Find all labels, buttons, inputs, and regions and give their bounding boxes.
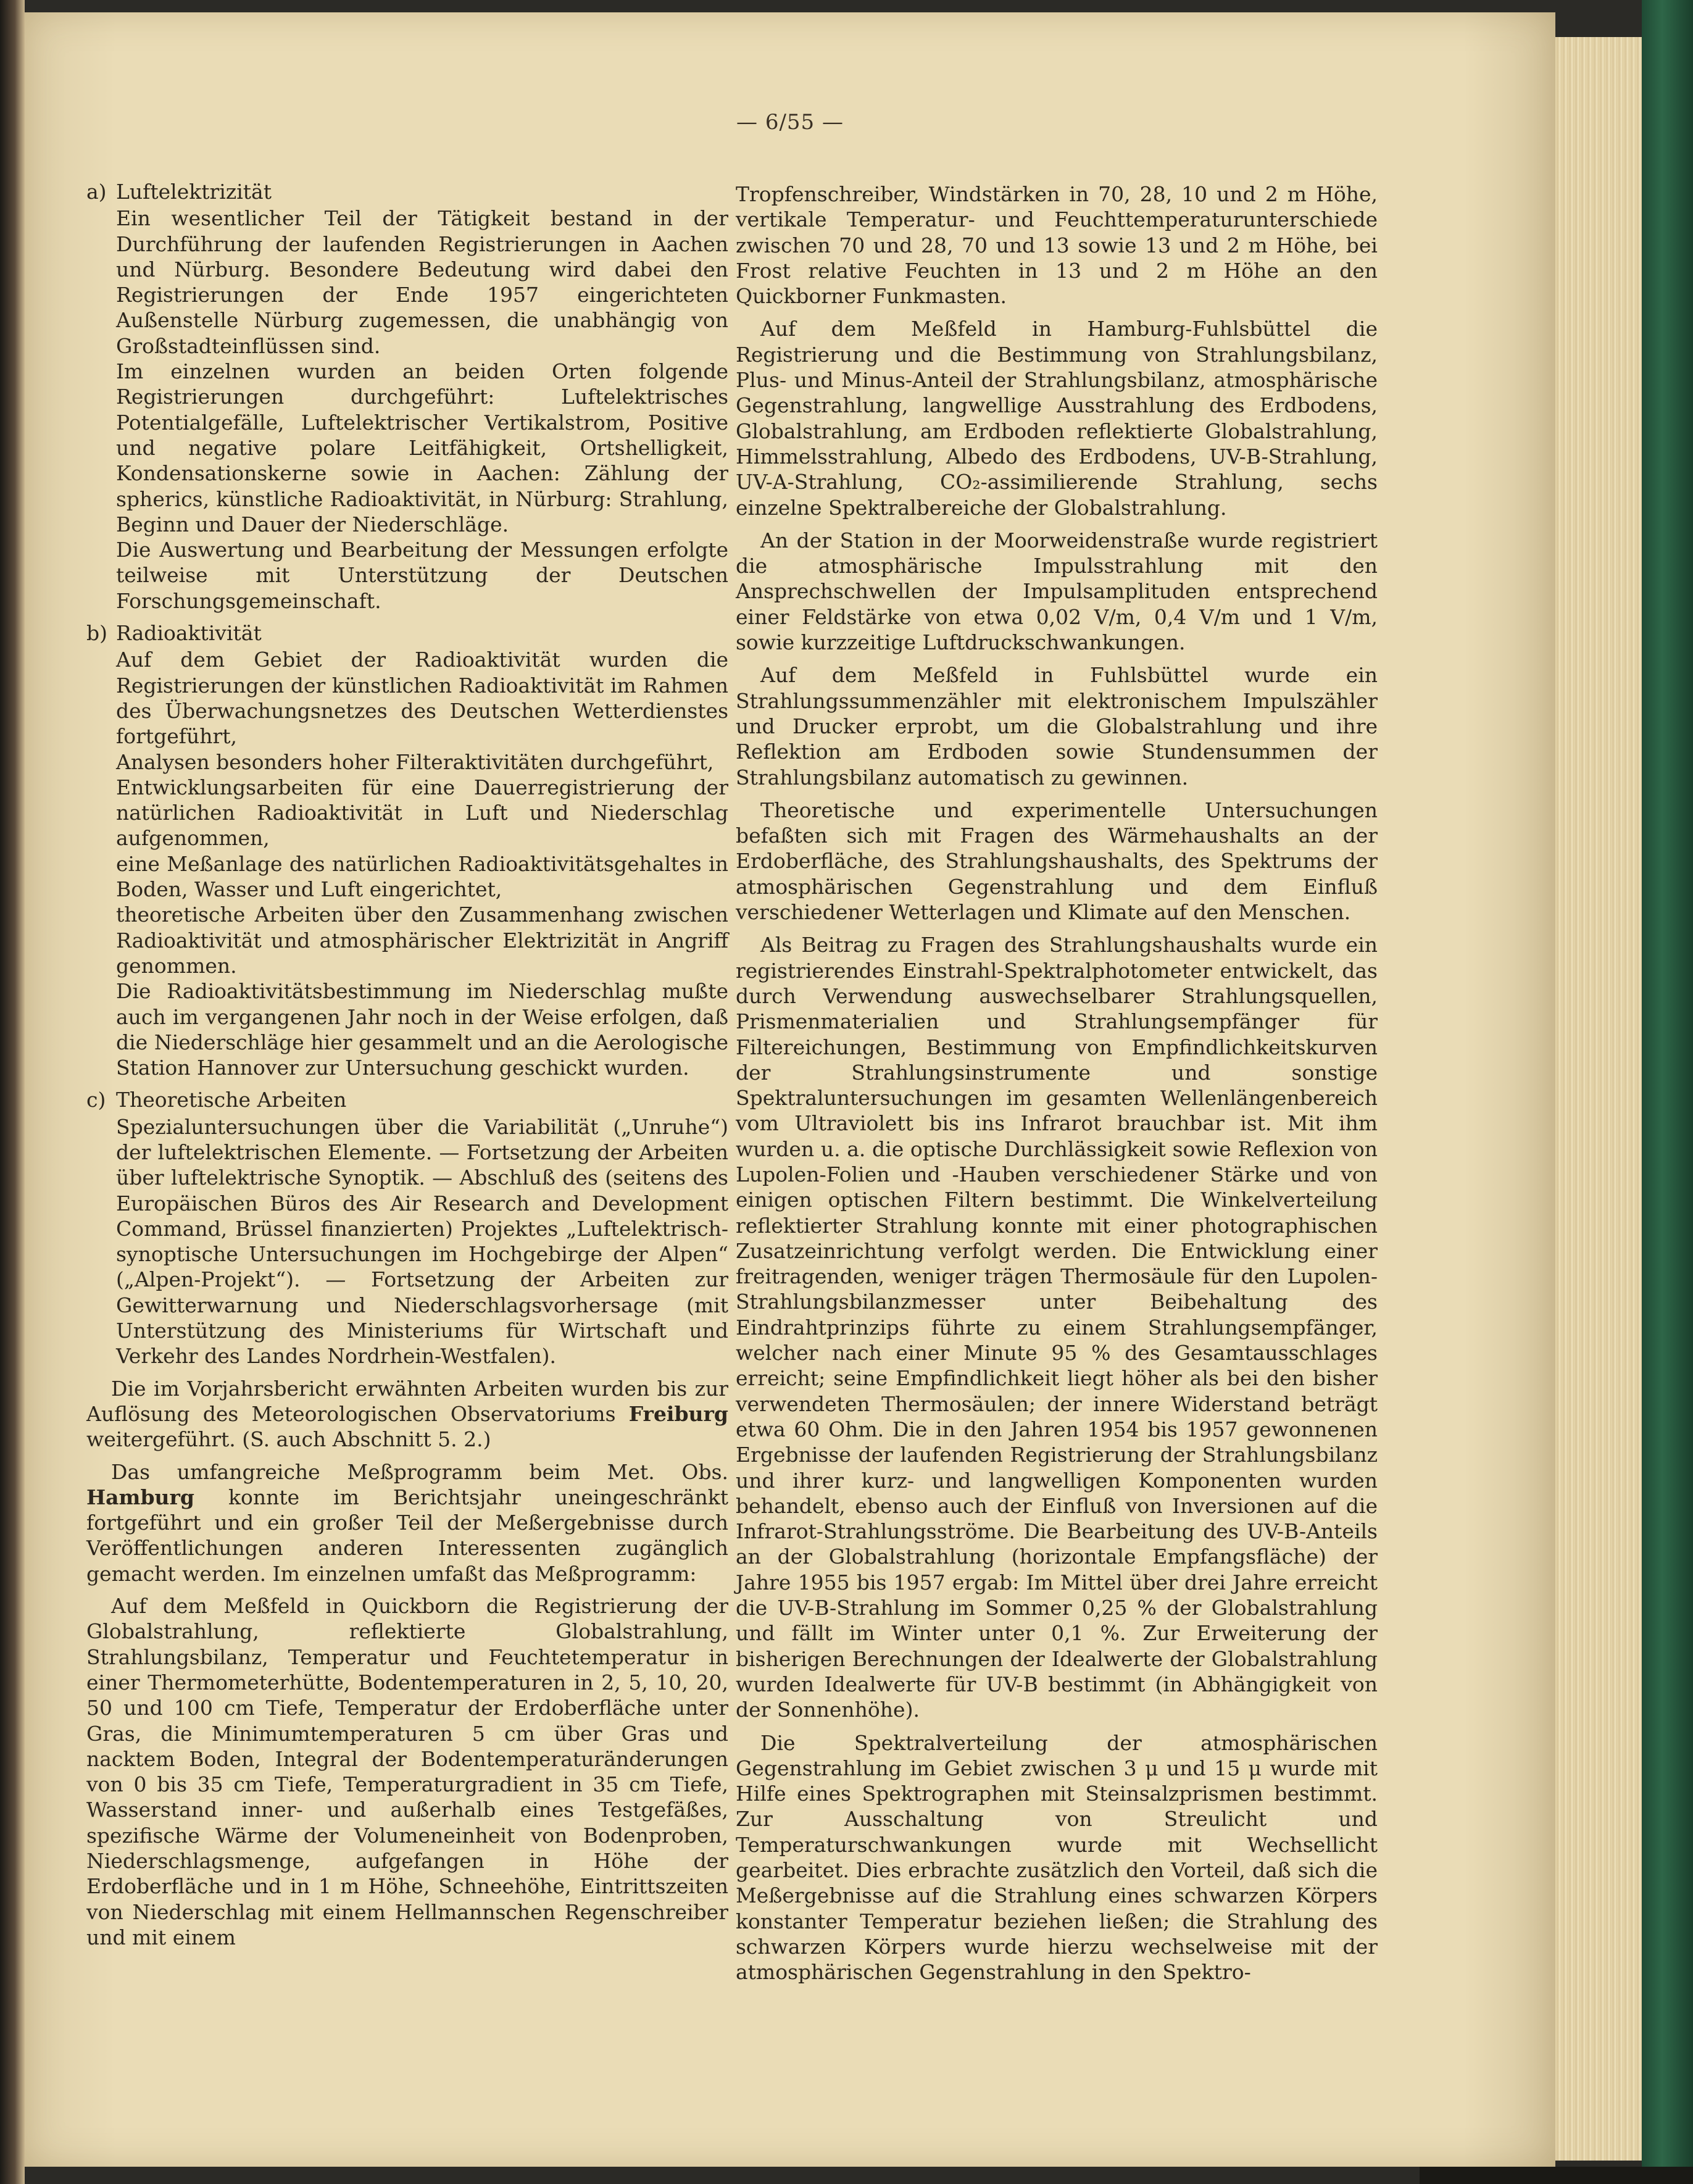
section-b-paragraph-2: Analysen besonders hoher Filteraktivitäten durchgeführt, — [116, 749, 714, 774]
section-b-paragraph-5: theoretische Arbeiten über den Zusammenhang zwischen Radioaktivität und atmosphärischer Elektrizität in Angriff genommen. — [116, 902, 728, 978]
section-a-heading — [86, 179, 728, 204]
hamburg-bold: Hamburg — [86, 1485, 195, 1509]
scan-shadow — [1420, 2167, 1693, 2184]
section-c-paragraph-1: Spezialuntersuchungen über die Variabilität („Unruhe“) der luftelektrischen Elemente. — Fortsetzung der Arbeiten über luftelektrische Synoptik. — Abschluß des (seitens des Europäischen Büros des Air Research and Development Command, Brüssel finanzierten) Projektes „Luftelektrisch-synoptische Untersuchungen im Hochgebirge der Alpen“ („Alpen-Projekt“). — Fortsetzung der Arbeiten zur Gewitterwarnung und Niederschlagsvorhersage (mit Unterstützung des Ministeriums für Wirtschaft und Verkehr des Landes Nordrhein-Westfalen). — [116, 1114, 728, 1369]
freiburg-bold: Freiburg — [628, 1401, 728, 1426]
section-a-paragraph-2: Im einzelnen wurden an beiden Orten folgende Registrierungen durchgeführt: Luftelektrisches Potentialgefälle, Luftelektrischer Vertikalstrom, Positive und negative polare Leitfähigkeit, Ortshelligkeit, Kondensationskerne sowie in Aachen: Zählung der spherics, künstliche Radioaktivität, in Nürburg: Strahlung, Beginn und Dauer der Niederschläge. — [116, 359, 728, 536]
page-number: — 6/55 — — [736, 110, 844, 135]
right-paragraph-4: Auf dem Meßfeld in Fuhlsbüttel wurde ein Strahlungssummenzähler mit elektronischem Impulszähler und Drucker erprobt, um die Globalstrahlung und ihre Reflektion am Erdboden sowie Stundensummen der Strahlungsbilanz automatisch zu gewinnen. — [736, 663, 1378, 790]
document-page — [25, 12, 1555, 2167]
quickborn-paragraph: Auf dem Meßfeld in Quickborn die Registrierung der Globalstrahlung, reflektierte Globalstrahlung, Strahlungsbilanz, Temperatur und Feuchtetemperatur in einer Thermometerhütte, Bodentemperaturen in 2, 5, 10, 20, 50 und 100 cm Tiefe, Temperatur der Erdoberfläche unter Gras, die Minimumtemperaturen 5 cm über Gras und nacktem Boden, Integral der Bodentemperaturänderungen von 0 bis 35 cm Tiefe, Temperaturgradient in 35 cm Tiefe, Wasserstand inner- und außerhalb eines Testgefäßes, spezifische Wärme der Volumeneinheit von Bodenproben, Niederschlagsmenge, aufgefangen in Höhe der Erdoberfläche und in 1 m Höhe, Schneehöhe, Eintrittszeiten von Niederschlag mit einem Hellmannschen Regenschreiber und mit einem — [86, 1594, 728, 1949]
section-c-marker: c) — [86, 1088, 106, 1112]
hamburg-paragraph: Das umfangreiche Meßprogramm beim Met. Obs. Hamburg konnte im Berichtsjahr uneingeschränkt fortgeführt und ein großer Teil der Meßergebnisse durch Veröffentlichungen anderen Interessenten zugänglich gemacht werden. Im einzelnen umfaßt das Meßprogramm: — [86, 1459, 728, 1586]
section-b-heading — [86, 620, 728, 646]
right-paragraph-1: Tropfenschreiber, Windstärken in 70, 28, 10 und 2 m Höhe, vertikale Temperatur- und Feuchttemperaturunterschiede zwischen 70 und 28, 70 und 13 sowie 13 und 2 m Höhe, bei Frost relative Feuchten in 13 und 2 m Höhe an den Quickborner Funkmasten. — [736, 182, 1378, 309]
section-b-paragraph-1: Auf dem Gebiet der Radioaktivität wurden die Registrierungen der künstlichen Radioaktivität im Rahmen des Überwachungsnetzes des Deutschen Wetterdienstes fortgeführt, — [116, 648, 728, 749]
section-a-paragraph-3: Die Auswertung und Bearbeitung der Messungen erfolgte teilweise mit Unterstützung der Deutschen Forschungsgemeinschaft. — [116, 538, 728, 613]
section-c-title: Theoretische Arbeiten — [116, 1088, 347, 1112]
right-paragraph-7: Die Spektralverteilung der atmosphärischen Gegenstrahlung im Gebiet zwischen 3 μ und 15 μ wurde mit Hilfe eines Spektrographen mit Steinsalzprismen bestimmt. Zur Ausschaltung von Streulicht und Temperaturschwankungen wurde mit Wechsellicht gearbeitet. Dies erbrachte zusätzlich den Vorteil, daß sich die Meßergebnisse auf die Strahlung eines schwarzen Körpers konstanter Temperatur beziehen ließen; die Strahlung des schwarzen Körpers wurde hierzu wechselweise mit der atmosphärischen Gegenstrahlung in den Spektro- — [736, 1730, 1378, 1985]
section-b-marker: b) — [86, 621, 107, 646]
section-a-title: Luftelektrizität — [116, 180, 272, 204]
right-column — [736, 181, 1378, 1992]
left-column — [86, 179, 728, 1957]
right-paragraph-5: Theoretische und experimentelle Untersuchungen befaßten sich mit Fragen des Wärmehaushalts an der Erdoberfläche, des Strahlungshaushalts, des Spektrums der atmosphärischen Gegenstrahlung und dem Einfluß verschiedener Wetterlagen und Klimate auf den Menschen. — [736, 798, 1378, 925]
freiburg-paragraph: Die im Vorjahrsbericht erwähnten Arbeiten wurden bis zur Auflösung des Meteorologischen Observatoriums Freiburg weitergeführt. (S. auch Abschnitt 5. 2.) — [86, 1376, 728, 1452]
right-paragraph-6: Als Beitrag zu Fragen des Strahlungshaushalts wurde ein registrierendes Einstrahl-Spektralphotometer entwickelt, das durch Verwendung auswechselbarer Strahlungsquellen, Prismenmaterialien und Strahlungsempfänger für Filtereichungen, Bestimmung von Empfindlichkeitskurven der Strahlungsinstrumente und sonstige Spektraluntersuchungen im gesamten Wellenlängenbereich vom Ultraviolett bis ins Infrarot brauchbar ist. Mit ihm wurden u. a. die optische Durchlässigkeit sowie Reflexion von Lupolen-Folien und -Hauben verschiedener Stärke und von einigen optischen Filtern bestimmt. Die Winkelverteilung reflektierter Strahlung konnte mit einer photographischen Zusatzeinrichtung verfolgt werden. Die Entwicklung einer freitragenden, weniger trägen Thermosäule für den Lupolen-Strahlungsbilanzmesser unter Beibehaltung des Eindrahtprinzips führte zu einem Strahlungsempfänger, welcher nach einer Minute 95 % des Gesamtausschlages erreicht; seine Empfindlichkeit liegt höher als bei den bisher verwendeten Thermosäulen; der innere Widerstand beträgt etwa 60 Ohm. Die in den Jahren 1954 bis 1957 gewonnenen Ergebnisse der laufenden Registrierung der Strahlungsbilanz und ihrer kurz- und langwelligen Komponenten wurden behandelt, ebenso auch der Einfluß von Inversionen auf die Infrarot-Strahlungsströme. Die Bearbeitung des UV-B-Anteils an der Globalstrahlung (horizontale Empfangsfläche) der Jahre 1955 bis 1957 ergab: Im Mittel über drei Jahre erreicht die UV-B-Strahlung im Sommer 0,25 % der Globalstrahlung und fällt im Winter unter 0,1 %. Zur Erweiterung der bisherigen Berechnungen der Idealwerte der Globalstrahlung wurden Idealwerte für UV-B bestimmt (in Abhängigkeit von der Sonnenhöhe). — [736, 933, 1378, 1722]
section-b-paragraph-3: Entwicklungsarbeiten für eine Dauerregistrierung der natürlichen Radioaktivität in Luft und Niederschlag aufgenommen, — [116, 775, 728, 851]
section-a-paragraph-1: Ein wesentlicher Teil der Tätigkeit bestand in der Durchführung der laufenden Registrierungen in Aachen und Nürburg. Besondere Bedeutung wird dabei den Registrierungen der Ende 1957 eingerichteten Außenstelle Nürburg zugemessen, die unabhängig von Großstadteinflüssen sind. — [116, 206, 728, 358]
section-b-paragraph-6: Die Radioaktivitätsbestimmung im Niederschlag mußte auch im vergangenen Jahr noch in der Weise erfolgen, daß die Niederschläge hier gesammelt und an die Aerologische Station Hannover zur Untersuchung geschickt wurden. — [116, 979, 728, 1080]
section-b-title: Radioaktivität — [116, 621, 262, 646]
book-binding-left — [0, 0, 25, 2184]
right-paragraph-3: An der Station in der Moorweidenstraße wurde registriert die atmosphärische Impulsstrahlung mit den Ansprechschwellen der Impulsamplituden entsprechend einer Feldstärke von etwa 0,02 V/m, 0,4 V/m und 1 V/m, sowie kurzzeitige Luftdruckschwankungen. — [736, 528, 1378, 655]
section-a-marker: a) — [86, 180, 107, 204]
section-c-heading — [86, 1087, 728, 1112]
book-cover-spine — [1642, 0, 1693, 2184]
section-b-paragraph-4: eine Meßanlage des natürlichen Radioaktivitätsgehaltes in Boden, Wasser und Luft eingerichtet, — [116, 851, 728, 902]
right-paragraph-2: Auf dem Meßfeld in Hamburg-Fuhlsbüttel die Registrierung und die Bestimmung von Strahlungsbilanz, Plus- und Minus-Anteil der Strahlungsbilanz, atmosphärische Gegenstrahlung, langwellige Ausstrahlung des Erdbodens, Globalstrahlung, am Erdboden reflektierte Globalstrahlung, Himmelsstrahlung, Albedo des Erdbodens, UV-B-Strahlung, UV-A-Strahlung, CO₂-assimilierende Strahlung, sechs einzelne Spektralbereiche der Globalstrahlung. — [736, 317, 1378, 520]
